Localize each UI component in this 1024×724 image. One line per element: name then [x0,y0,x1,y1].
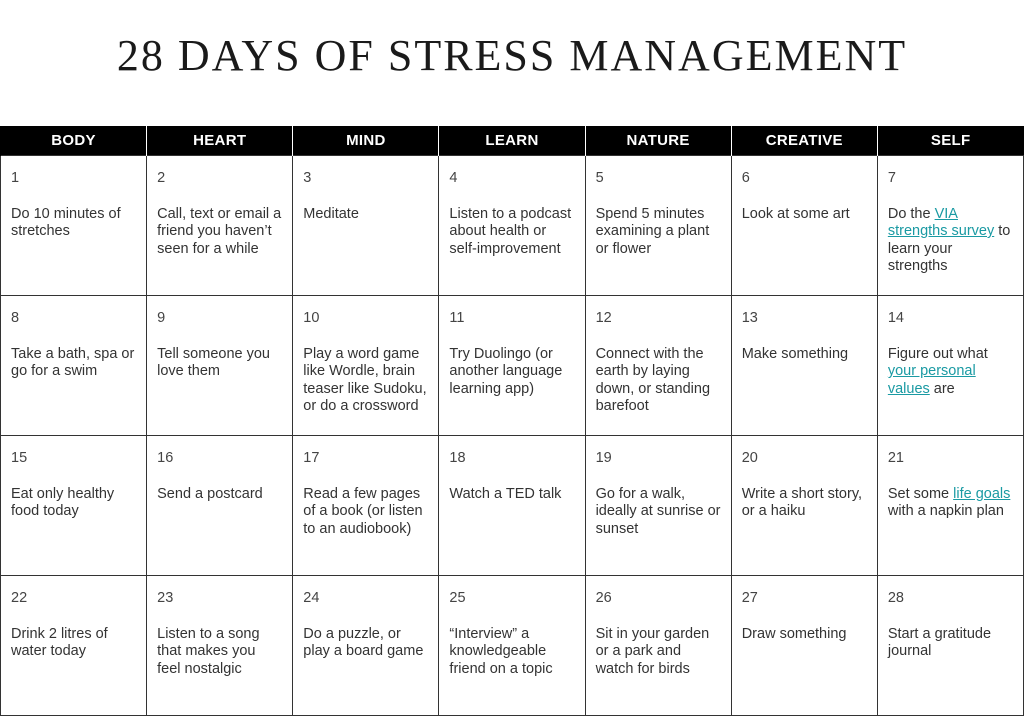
day-cell [439,296,585,436]
column-header-nature: NATURE [585,126,731,156]
column-header-body: BODY [1,126,147,156]
day-number: 17 [303,450,320,466]
day-number: 12 [595,310,612,326]
day-number: 1 [11,170,20,186]
day-cell [1,156,147,296]
activity-text-before-link: Do the [887,205,935,222]
day-number: 25 [449,590,466,606]
day-cell [731,576,877,716]
activity-text-after-link: are [929,380,955,397]
day-activity: Play a word game like Wordle, brain teaser like Sudoku, or do a crossword [303,345,427,414]
day-activity: Do 10 minutes of stretches [11,205,121,239]
day-cell [731,436,877,576]
week-row [1,296,1024,436]
day-activity [888,346,1013,399]
day-cell [585,296,731,436]
activity-text-after-link: with a napkin plan [887,503,1004,519]
day-number: 28 [887,590,904,606]
day-cell [147,576,293,716]
day-number: 13 [741,310,758,326]
page-title: 28 DAYS OF STRESS MANAGEMENT [116,31,908,80]
day-activity: Write a short story, or a haiku [741,485,863,519]
day-cell [439,436,585,576]
day-activity: Sit in your garden or a park and watch for birds [595,625,710,677]
day-number: 11 [449,310,465,326]
day-number: 26 [595,590,612,606]
day-activity: Meditate [303,205,359,222]
day-number: 3 [303,170,312,186]
activity-text-before-link: Set some [887,485,954,502]
day-number: 20 [741,450,758,466]
day-cell [147,296,293,436]
day-cell [585,436,731,576]
column-header-creative: CREATIVE [731,126,877,156]
week-row [1,156,1024,296]
day-number: 10 [303,310,320,326]
day-activity: Start a gratitude journal [887,625,992,659]
day-activity: Make something [741,345,849,362]
day-number: 9 [157,310,166,326]
calendar-table [0,126,1024,716]
day-number: 7 [887,170,896,186]
day-activity: Call, text or email a friend you haven’t seen for a while [157,205,282,257]
day-number: 23 [157,590,174,606]
header-row [1,126,1024,156]
activity-link[interactable]: life goals [953,485,1011,502]
day-activity: Tell someone you love them [157,345,270,379]
day-number: 8 [11,310,20,326]
day-number: 22 [11,590,28,606]
day-activity: “Interview” a knowledgeable friend on a topic [449,625,553,677]
column-header-learn: LEARN [439,126,585,156]
day-activity: Take a bath, spa or go for a swim [11,345,135,379]
column-header-heart: HEART [147,126,293,156]
day-activity: Do a puzzle, or play a board game [303,625,424,659]
day-number: 2 [157,170,166,186]
day-number: 27 [741,590,758,606]
day-activity: Send a postcard [157,485,263,502]
day-number: 15 [11,450,28,466]
day-activity: Try Duolingo (or another language learning app) [449,345,563,397]
day-number: 4 [449,170,458,186]
day-number: 19 [595,450,612,466]
day-activity: Draw something [741,625,847,642]
day-cell [877,436,1023,576]
day-cell [293,296,439,436]
day-number: 6 [741,170,750,186]
day-cell [877,156,1023,296]
day-cell [439,576,585,716]
day-number: 18 [449,450,466,466]
day-cell [147,156,293,296]
column-header-mind: MIND [293,126,439,156]
day-cell [877,576,1023,716]
day-activity [888,486,1013,521]
week-row [1,436,1024,576]
day-activity [888,206,1013,276]
day-cell [1,436,147,576]
day-number: 16 [157,450,174,466]
day-number: 21 [887,450,904,466]
day-activity: Watch a TED talk [449,485,562,502]
day-cell [293,156,439,296]
day-activity: Read a few pages of a book (or listen to an audiobook) [303,485,423,537]
day-activity: Listen to a podcast about health or self-improvement [449,205,572,257]
column-header-self: SELF [877,126,1023,156]
day-cell [1,296,147,436]
day-number: 24 [303,590,320,606]
day-cell [293,436,439,576]
day-activity: Look at some art [741,205,850,222]
day-activity: Connect with the earth by laying down, or standing barefoot [595,345,711,414]
day-cell [293,576,439,716]
activity-text-after-link: to learn your strengths [887,223,1011,274]
activity-link[interactable]: VIA strengths survey [887,205,995,239]
week-row [1,576,1024,716]
day-activity: Go for a walk, ideally at sunrise or sunset [595,485,721,537]
day-cell [731,296,877,436]
day-number: 14 [887,310,904,326]
day-activity: Eat only healthy food today [11,485,115,519]
day-cell [731,156,877,296]
day-cell [147,436,293,576]
activity-text-before-link: Figure out what [887,345,988,362]
day-activity: Spend 5 minutes examining a plant or flower [595,205,710,257]
day-cell [439,156,585,296]
day-activity: Listen to a song that makes you feel nostalgic [157,625,260,677]
day-cell [1,576,147,716]
day-cell [585,576,731,716]
day-activity: Drink 2 litres of water today [11,625,108,659]
day-cell [877,296,1023,436]
day-number: 5 [595,170,604,186]
day-cell [585,156,731,296]
activity-link[interactable]: your personal values [887,363,976,397]
calendar-body [1,156,1024,716]
